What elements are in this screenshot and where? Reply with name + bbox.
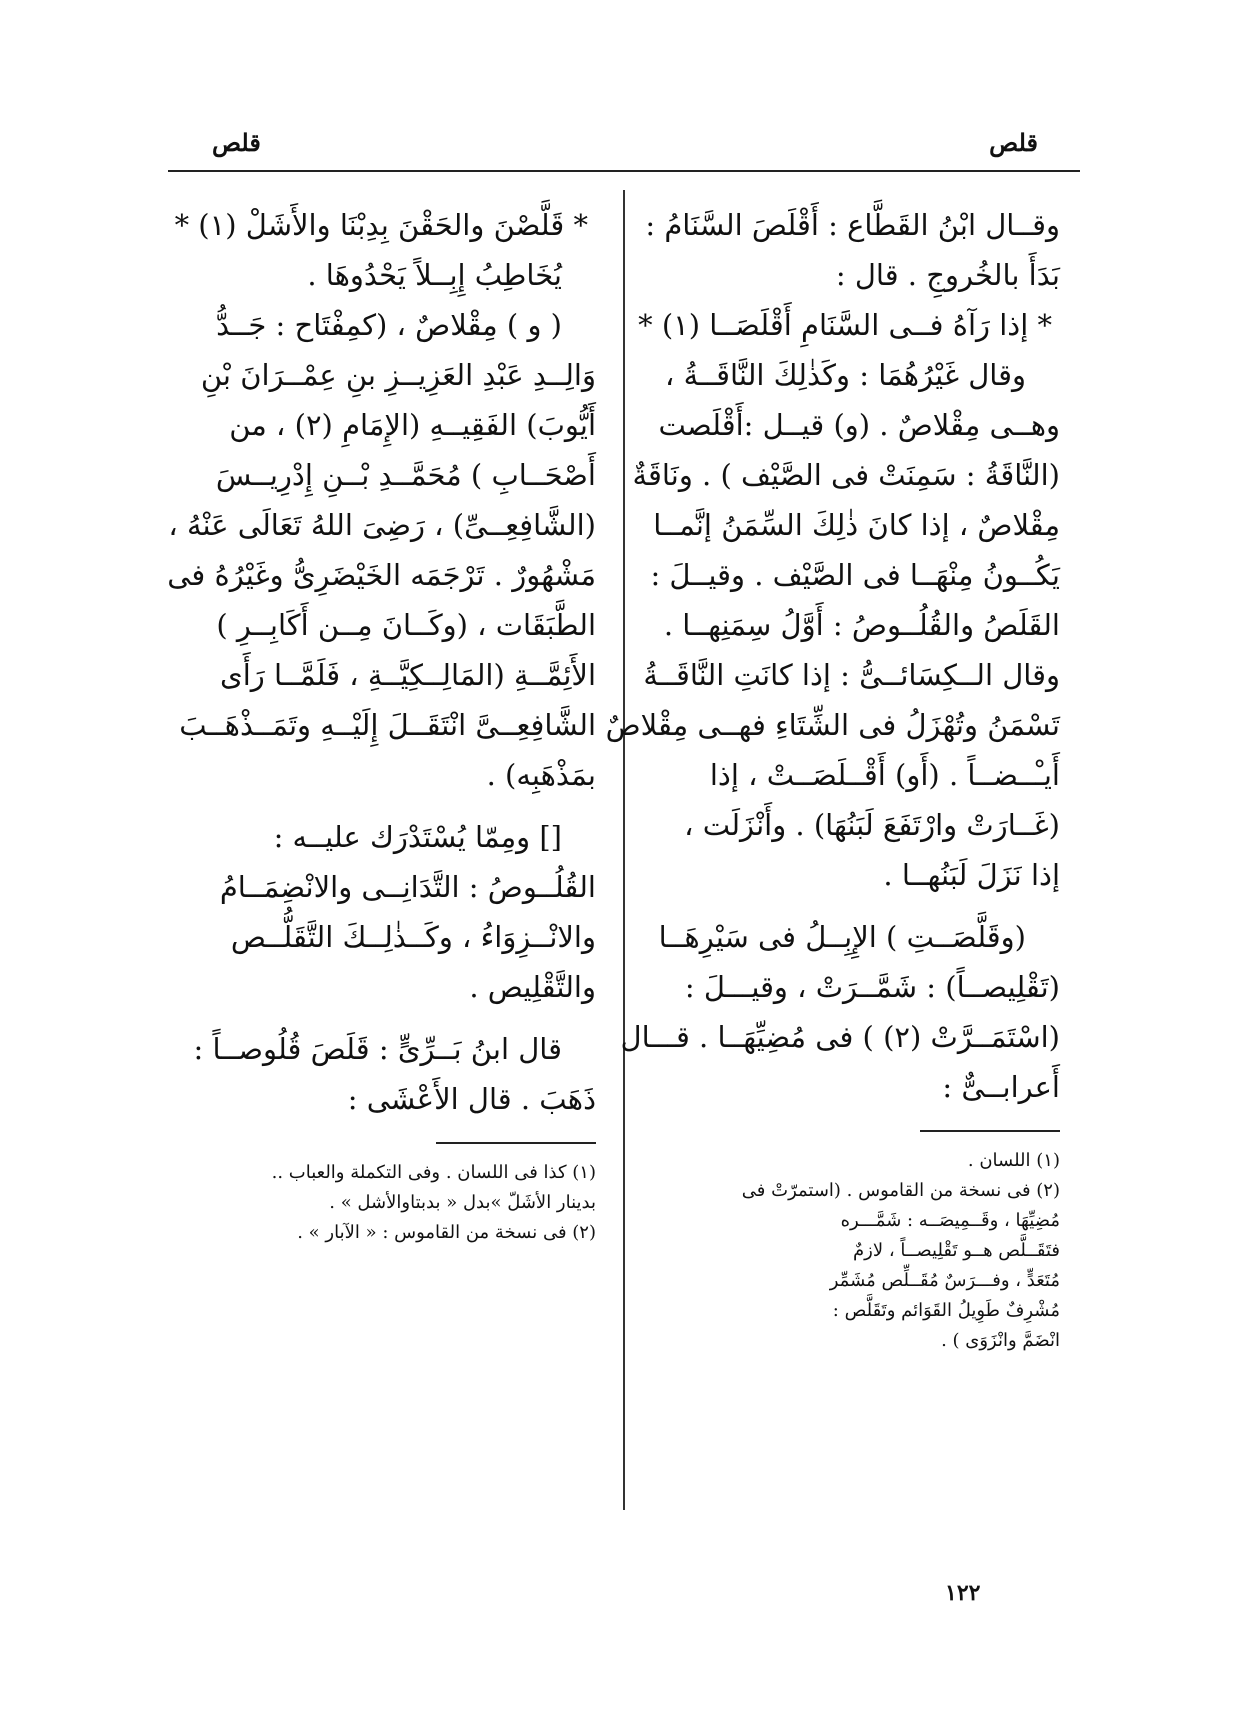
text-line: الأَئِمَّــةِ (المَالِــكِيَّــةِ ، فَلَمَّــا رَأَى [220,658,596,692]
header-rule [168,170,1080,172]
text-line: والتَّقْلِيص . [469,970,596,1004]
text-line: وقال الــكِسَائــىُّ : إذا كانَتِ النَّاقَــةُ [643,658,1060,692]
text-line: القَلَصُ والقُلُــوصُ : أَوَّلُ سِمَنِهــا . [663,608,1060,642]
text-line: (غَــارَتْ وارْتَفَعَ لَبَنُهَا) . وأَنْزَلَت ، [684,808,1060,842]
text-line: يَكُــونُ مِنْهَــا فى الصَّيْف . وقيــلَ : [650,558,1060,592]
footnote-line: فتَقَــلَّص هــو تَقْلِيصــاً ، لازمٌ [853,1240,1060,1261]
footnote-line: انْضَمَّ وانْزَوَى ) . [941,1330,1060,1351]
paragraph-gap [140,800,596,812]
paragraph-gap [140,1012,596,1024]
footnote-line: (١) كذا فى اللسان . وفى التكملة والعباب .. [271,1162,596,1183]
footnote-line: (٢) فى نسخة من القاموس . (استمرّتْ فى [741,1180,1060,1201]
text-line: (النَّاقَةُ : سَمِنَتْ فى الصَّيْف ) . ونَاقَةٌ [632,458,1060,492]
footnote-line: مُتَعَدٍّ ، وفـــرَسٌ مُقَــلِّص مُشَمِّر [829,1270,1060,1291]
text-line: قال ابنُ بَــرِّىٍّ : قَلَصَ قُلُوصــاً : [193,1032,562,1066]
left-column [140,200,596,1248]
verse-line: * قَلَّصْنَ والحَقْنَ بِدِبْنَا والأَشَلْ (١) * [174,208,588,242]
text-line: [] ومِمّا يُسْتَدْرَك عليــه : [273,820,562,854]
text-line: يُخَاطِبُ إِبِــلاً يَحْدُوهَا . [307,258,562,292]
text-line: القُلُــوصُ : التَّدَانِــى والانْضِمَــامُ [219,870,596,904]
footnote-rule [436,1142,596,1144]
paragraph-gap [640,900,1060,912]
text-line: وهــى مِقْلاصٌ . (و) قيــل :أَقْلَصت [658,408,1060,442]
text-line: (الشَّافِعِــىِّ) ، رَضِىَ اللهُ تَعَالَى عَنْهُ ، [168,508,596,542]
text-line: أَيـْــضــاً . (أَو) أَقْــلَصَــتْ ، إذا [709,758,1060,792]
footnote-line: بدينار الأشَلّ »بدل « بدبتاوالأشل » . [329,1192,596,1213]
verse-line: * إذا رَآهُ فــى السَّنَامِ أَقْلَصَــا (١) * [638,308,1052,342]
footnote-rule [920,1130,1060,1132]
footnote-line: مُضِيِّهَا ، وقَــمِيصَــه : شَمَّـــره [840,1210,1060,1231]
text-line: مَشْهُورٌ . تَرْجَمَه الخَيْضَرِىُّ وغَيْرُهُ فى [167,558,596,592]
text-line: (تَقْلِيصــاً) : شَمَّــرَتْ ، وقيـــلَ : [684,970,1060,1004]
text-line: بمَذْهَبِه) . [486,758,596,792]
text-line: بَدَأَ بالخُروجِ . قال : [835,258,1060,292]
footnote-line: مُشْرِفٌ طَوِيلُ القَوَائم وتَقَلَّص : [832,1300,1060,1321]
text-line: والانْــزِوَاءُ ، وكَــذٰلِــكَ التَّقَلُّــص [230,920,596,954]
text-line: أَيُّوبَ) الفَقِيــهِ (الإِمَامِ (٢) ، من [229,408,596,442]
text-line: ( و ) مِقْلاصٌ ، (كمِفْتَاح : جَــدُّ [216,308,562,342]
footnote-line: (١) اللسان . [967,1150,1060,1171]
running-head-right: قلص [989,128,1038,157]
text-line: ذَهَبَ . قال الأَعْشَى : [347,1082,596,1116]
text-line: وقــال ابْنُ القَطَّاع : أَقْلَصَ السَّنَامُ : [645,208,1060,242]
running-head-left: قلص [212,128,261,157]
text-line: (وقَلَّصَــتِ ) الإِبِــلُ فى سَيْرِهَــا [658,920,1026,954]
footnote-line: (٢) فى نسخة من القاموس : « الآبار » . [297,1222,596,1243]
text-line: إذا نَزَلَ لَبَنُهــا . [883,858,1060,892]
text-line: (اسْتَمَــرَّتْ (٢) ) فى مُضِيِّهَــا . قـــال [620,1020,1060,1054]
text-line: مِقْلاصٌ ، إذا كانَ ذٰلِكَ السِّمَنُ إنَّمــا [653,508,1060,542]
page-number: ١٢٢ [945,1580,981,1606]
text-line: تَسْمَنُ وتُهْزَلُ فى الشِّتَاءِ فهــى مِقْلاصٌ [605,708,1060,742]
text-line: وَالِــدِ عَبْدِ العَزِيــزِ بنِ عِمْــرَانَ بْنِ [200,358,596,392]
text-line: الطَّبَقَات ، (وكَــانَ مِــن أَكَابِــرِ ) [216,608,596,642]
text-line: أَصْحَــابِ ) مُحَمَّــدِ بْــنِ إِدْرِيــسَ [215,458,596,492]
text-line: الشَّافِعِــىَّ انْتَقَــلَ إِلَيْــهِ وتَمَــذْهَــبَ [179,708,596,742]
right-column [605,200,1060,1356]
column-divider [623,190,625,1510]
text-line: وقال غَيْرُهُمَا : وكَذٰلِكَ النَّاقَــةُ ، [665,358,1026,392]
text-line: أَعرابــىٌّ : [942,1070,1060,1104]
